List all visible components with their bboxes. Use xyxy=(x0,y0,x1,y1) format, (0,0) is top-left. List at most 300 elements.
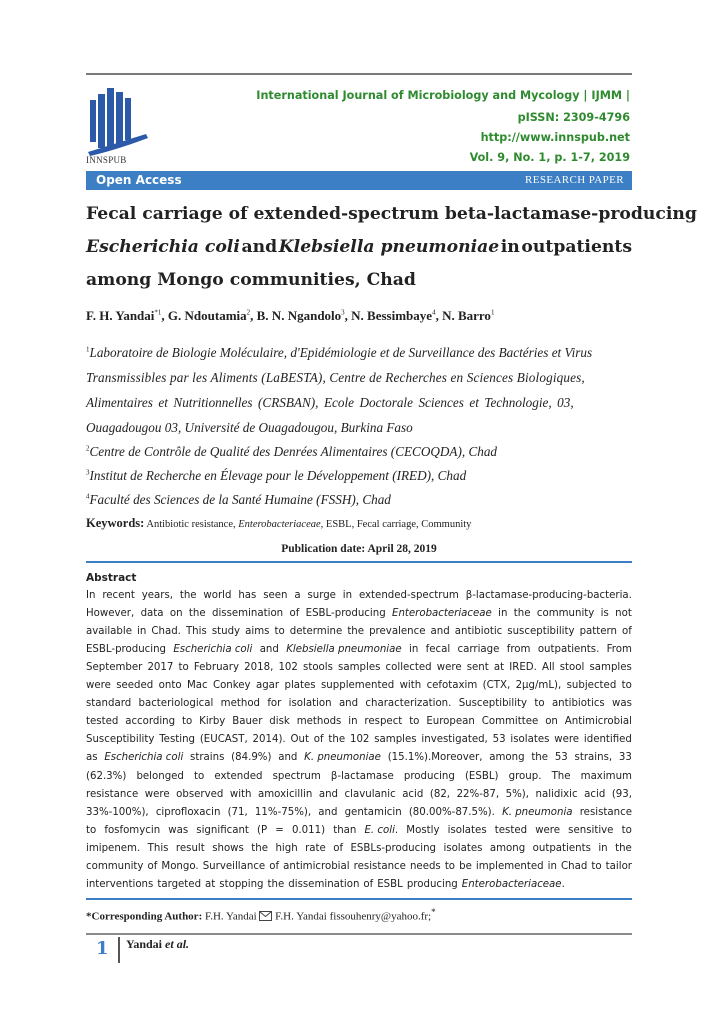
journal-name: International Journal of Microbiology and Mycology | IJMM | xyxy=(256,89,630,102)
abstract-word: clavulanic xyxy=(344,788,396,800)
abstract-word: targeted xyxy=(157,878,202,890)
abstract-word: at xyxy=(493,662,505,674)
abstract-word: disk xyxy=(269,716,290,728)
abstract-word: nalidixic xyxy=(535,788,578,800)
abstract-word: Committee xyxy=(481,716,539,728)
abstract-word: among xyxy=(489,752,525,764)
abstract-heading: Abstract xyxy=(86,572,137,584)
abstract-word: than xyxy=(333,824,357,836)
affiliation-1-line-3: Alimentaires et Nutritionnelles (CRSBAN), Ecole Doctorale Sciences et Technologie, 03, xyxy=(86,395,574,410)
abstract-word: prevalence xyxy=(369,626,426,638)
abstract-word: (80.00%-87.5%). xyxy=(408,806,495,818)
abstract-line xyxy=(86,698,632,709)
abstract-word: This xyxy=(147,842,169,854)
abstract-word: Bauer xyxy=(232,716,263,728)
abstract-word: community xyxy=(86,860,144,872)
abstract-word: All xyxy=(541,662,555,674)
abstract-word: European xyxy=(426,716,475,728)
abstract-word: characterization. xyxy=(365,698,452,710)
abstract-word: dissemination xyxy=(211,608,284,620)
affiliation-3 xyxy=(86,468,632,484)
abstract-word: In xyxy=(86,590,96,601)
abstract-word: Antimicrobial xyxy=(564,716,632,728)
abstract-word: the xyxy=(179,590,197,601)
abstract-word: Enterobacteriaceae. xyxy=(461,878,565,890)
affiliation-mark: 3 xyxy=(86,468,90,477)
envelope-icon xyxy=(259,911,272,921)
paper-type-label: RESEARCH PAPER xyxy=(524,174,624,186)
abstract-line xyxy=(86,879,632,890)
abstract-line xyxy=(86,752,632,763)
abstract-word: (82, xyxy=(429,788,451,800)
abstract-word: February xyxy=(193,662,240,674)
abstract-word: as xyxy=(86,752,98,764)
abstract-word: 0.011) xyxy=(291,824,326,836)
abstract-word: 102 xyxy=(349,734,370,746)
corresponding-name: F.H. Yandai xyxy=(204,910,257,923)
abstract-word: were xyxy=(144,788,170,800)
pissn: pISSN: 2309-4796 xyxy=(517,111,630,124)
abstract-word: (62.3%) xyxy=(86,770,127,782)
abstract-word: Escherichia coli xyxy=(104,752,184,764)
abstract-word: resistance xyxy=(353,860,406,872)
abstract-word: among xyxy=(489,842,526,854)
abstract-word: according xyxy=(125,716,176,728)
affiliation-text: Centre de Contrôle de Qualité des Denrées Alimentaires (CECOQDA), Chad xyxy=(89,444,498,459)
abstract-word: in xyxy=(342,590,353,601)
abstract-word: Escherichia coli xyxy=(173,644,253,656)
abstract-word: Chad xyxy=(561,860,588,872)
abstract-word: E. coli. xyxy=(364,824,399,836)
abstract-word: standard xyxy=(86,698,132,710)
abstract-word: were xyxy=(535,824,561,836)
abstract-word: in xyxy=(348,716,358,728)
abstract-word: belonged xyxy=(136,770,184,782)
abstract-word: However, xyxy=(86,608,135,620)
open-access-bar xyxy=(86,171,632,190)
abstract-word: community xyxy=(536,608,595,620)
abstract-line xyxy=(86,608,632,619)
abstract-word: gentamicin xyxy=(344,806,402,818)
abstract-word: 5%), xyxy=(505,788,529,800)
abstract-word: (P xyxy=(257,824,268,836)
abstract-word: sent xyxy=(466,662,489,674)
abstract-word: identified xyxy=(583,734,632,746)
abstract-word: available xyxy=(86,626,132,638)
abstract-word: surge xyxy=(307,590,336,601)
affiliation-mark: 4 xyxy=(86,492,90,501)
keywords-text: Antibiotic resistance, xyxy=(146,519,236,530)
abstract-line xyxy=(86,861,632,872)
abstract-word: and xyxy=(318,788,339,800)
footer-author-name: Yandai xyxy=(126,937,163,951)
abstract-word: fecal xyxy=(425,644,451,656)
abstract-word: interventions xyxy=(86,878,154,890)
abstract-word: 33 xyxy=(618,752,632,764)
abstract-word: the xyxy=(328,734,346,746)
abstract-word: K. pneumonia xyxy=(502,806,573,818)
abstract-word: in xyxy=(547,860,557,872)
abstract-word: 2µg/mL), xyxy=(515,680,562,692)
abstract-word: of xyxy=(269,860,280,872)
abstract-word: in xyxy=(498,608,508,620)
abstract-word: Kirby xyxy=(199,716,226,728)
abstract-word: Testing xyxy=(159,734,196,746)
footer-author xyxy=(126,937,189,952)
title-line-2 xyxy=(86,231,632,264)
abstract-word: were xyxy=(436,662,462,674)
abstract-word: observed xyxy=(176,788,224,800)
abstract-word: of xyxy=(622,626,632,638)
abstract-word: = xyxy=(275,824,284,836)
abstract-word: were xyxy=(554,734,580,746)
abstract-word: acid xyxy=(402,788,424,800)
footer-divider xyxy=(118,937,120,963)
abstract-word: result xyxy=(175,842,205,854)
abstract-word: to xyxy=(621,680,632,692)
abstract-word: β-lactamase xyxy=(330,770,394,782)
abstract-line xyxy=(86,644,632,655)
abstract-line xyxy=(86,662,632,673)
abstract-word: Out xyxy=(290,734,309,746)
abstract-word: ESBLs-producing xyxy=(350,842,436,854)
abstract-word: data xyxy=(140,608,164,620)
abstract-top-rule xyxy=(86,561,632,563)
abstract-word: ciprofloxacin xyxy=(155,806,221,818)
abstract-word: at xyxy=(205,878,216,890)
abstract-word: significant xyxy=(196,824,249,836)
abstract-word: From xyxy=(606,644,632,656)
abstract-word: the xyxy=(615,842,632,854)
abstract-word: in xyxy=(137,626,147,638)
abstract-word: onto xyxy=(158,680,182,692)
abstract-word: of xyxy=(289,608,300,620)
abstract-word: 53 xyxy=(492,734,506,746)
abstract-word: seen xyxy=(263,590,288,601)
affiliation-mark: 1 xyxy=(86,345,90,354)
abstract-line xyxy=(86,789,632,800)
author-affiliation-mark: 3 xyxy=(341,308,345,317)
footer-rule xyxy=(86,933,632,935)
abstract-line xyxy=(86,843,632,854)
abstract-word: years, xyxy=(141,590,173,601)
abstract-line xyxy=(86,771,632,782)
author-affiliation-mark: 4 xyxy=(432,308,436,317)
abstract-word: samples xyxy=(589,662,632,674)
abstract-word: cefotaxim xyxy=(426,680,478,692)
abstract-word: producing xyxy=(406,878,458,890)
abstract-word: Mongo. xyxy=(161,860,199,872)
abstract-word: strains, xyxy=(574,752,613,764)
abstract-word: 22%-87, xyxy=(456,788,500,800)
abstract-word: sensitive xyxy=(568,824,614,836)
abstract-word: and xyxy=(430,626,450,638)
title-line-1: Fecal carriage of extended-spectrum beta-lactamase-producing xyxy=(86,204,697,224)
abstract-word: of xyxy=(147,860,158,872)
abstract-word: isolates xyxy=(447,824,487,836)
author-name: N. Bessimbaye xyxy=(351,308,433,323)
abstract-word: in xyxy=(598,842,608,854)
abstract-word: plates xyxy=(284,680,316,692)
abstract-word: antibiotic xyxy=(454,626,503,638)
abstract-word: antibiotics xyxy=(551,698,605,710)
abstract-word: rate xyxy=(305,842,326,854)
abstract-word: maximum xyxy=(580,770,632,782)
abstract-word: collected xyxy=(385,662,432,674)
abstract-word: the xyxy=(267,878,285,890)
author-name: B. N. Ngandolo xyxy=(256,308,342,323)
title-end: outpatients xyxy=(521,237,632,257)
abstract-word: to xyxy=(534,698,545,710)
abstract-word: This xyxy=(185,626,207,638)
abstract-line xyxy=(86,807,632,818)
title-species-2: Klebsiella pneumoniae xyxy=(278,237,500,257)
abstract-word: a xyxy=(294,590,301,601)
abstract-word: investigated, xyxy=(421,734,488,746)
keywords-text: , ESBL, Fecal carriage, Community xyxy=(320,519,472,530)
abstract-word: and xyxy=(318,806,338,818)
abstract-word: group. xyxy=(508,770,542,782)
abstract-line xyxy=(86,716,632,727)
corresponding-mark: * xyxy=(431,907,436,917)
abstract-word: (CTX, xyxy=(482,680,511,692)
abstract-word: resistance xyxy=(579,806,632,818)
abstract-word: with xyxy=(399,680,422,692)
abstract-word: on xyxy=(545,716,558,728)
abstract-word: recent xyxy=(102,590,135,601)
abstract-word: determine xyxy=(289,626,343,638)
author-affiliation-mark: *1 xyxy=(154,308,162,317)
abstract-word: strains xyxy=(190,752,225,764)
abstract-word: not xyxy=(615,608,632,620)
author-name: G. Ndoutamia xyxy=(167,308,247,323)
abstract-word: to xyxy=(444,860,456,872)
corresponding-author xyxy=(86,907,436,923)
abstract-word: pattern xyxy=(579,626,617,638)
logo-text: INNSPUB xyxy=(86,155,127,165)
abstract-word: for xyxy=(267,698,282,710)
abstract-word: β-lactamase-producing-bacteria. xyxy=(465,590,632,601)
keywords-italic: Enterobacteriaceae xyxy=(238,519,321,530)
abstract-word: 2014). xyxy=(252,734,286,746)
abstract-word: method xyxy=(220,698,261,710)
abstract-word: extended xyxy=(214,770,263,782)
abstract-bottom-rule xyxy=(86,898,632,900)
abstract-word: with xyxy=(229,788,252,800)
abstract-word: in xyxy=(408,644,419,656)
abstract-word: the xyxy=(531,752,549,764)
journal-url[interactable]: http://www.innspub.net xyxy=(480,131,630,144)
abstract-word: carriage xyxy=(457,644,500,656)
abstract-word: outpatients. xyxy=(537,644,600,656)
abstract-word: 2018, xyxy=(244,662,274,674)
abstract-line xyxy=(86,626,632,637)
abstract-word: stools xyxy=(303,662,333,674)
corresponding-label: *Corresponding Author: xyxy=(86,910,203,923)
abstract-word: stopping xyxy=(219,878,264,890)
abstract-word: to xyxy=(182,716,193,728)
abstract-word: ESBL xyxy=(377,878,403,890)
abstract-word: to xyxy=(178,662,189,674)
abstract-word: to xyxy=(86,824,97,836)
abstract-word: (84.9%) xyxy=(231,752,272,764)
abstract-word: Surveillance xyxy=(202,860,266,872)
footer-etal: et al. xyxy=(165,937,190,951)
abstract-word: dissemination xyxy=(288,878,360,890)
abstract-line xyxy=(86,680,632,691)
abstract-word: (71, xyxy=(227,806,248,818)
title-in: in xyxy=(500,237,520,257)
abstract-word: seeded xyxy=(116,680,154,692)
abstract-word: and xyxy=(338,698,359,710)
abstract-word: to xyxy=(194,770,205,782)
abstract-word: high xyxy=(275,842,298,854)
abstract-word: stool xyxy=(559,662,585,674)
abstract-word: to xyxy=(621,824,632,836)
title-species-1: Escherichia coli xyxy=(86,237,240,257)
abstract-word: supplemented xyxy=(321,680,395,692)
abstract-word: subjected xyxy=(566,680,617,692)
abstract-word: outpatients xyxy=(532,842,591,854)
abstract-word: has xyxy=(238,590,257,601)
abstract-word: IRED. xyxy=(509,662,537,674)
abstract-word: the xyxy=(513,608,531,620)
abstract-word: ESBL-producing xyxy=(86,644,167,656)
abstract-word: isolates xyxy=(510,734,550,746)
affiliation-text: Laboratoire de Biologie Moléculaire, d'Epidémiologie et de Surveillance des Bactéries et Virus xyxy=(89,345,593,360)
paper-title xyxy=(86,198,697,297)
abstract-word: the xyxy=(347,626,365,638)
keywords xyxy=(86,516,471,531)
abstract-word: (EUCAST, xyxy=(199,734,248,746)
title-and: and xyxy=(241,237,278,257)
abstract-word: to xyxy=(409,716,420,728)
abstract-word: tested xyxy=(494,824,528,836)
abstract-word: of xyxy=(333,842,344,854)
open-access-label: Open Access xyxy=(96,173,182,187)
affiliation-2 xyxy=(86,444,632,460)
abstract-word: extended-spectrum xyxy=(358,590,459,601)
abstract-word: samples xyxy=(338,662,381,674)
abstract-word: respect xyxy=(364,716,403,728)
abstract-word: amoxicillin xyxy=(258,788,313,800)
abstract-word: methods xyxy=(296,716,342,728)
abstract-word: isolation xyxy=(288,698,332,710)
abstract-word: and xyxy=(278,752,298,764)
abstract-word: (15.1%).Moreover, xyxy=(387,752,483,764)
abstract-word: from xyxy=(506,644,531,656)
top-rule xyxy=(86,73,632,75)
abstract-word: K. pneumoniae xyxy=(304,752,381,764)
corresponding-email[interactable]: F.H. Yandai fissouhenry@yahoo.fr; xyxy=(275,910,432,923)
abstract-word: antimicrobial xyxy=(283,860,350,872)
abstract-word: was xyxy=(168,824,189,836)
keywords-label: Keywords: xyxy=(86,516,145,530)
affiliation-4 xyxy=(86,492,632,508)
abstract-word: producing xyxy=(403,770,455,782)
abstract-word: resistance xyxy=(86,788,139,800)
abstract-word: Susceptibility xyxy=(86,734,155,746)
abstract-word: shows xyxy=(212,842,244,854)
abstract-word: ESBL-producing xyxy=(305,608,386,620)
abstract-word: samples xyxy=(374,734,417,746)
abstract-word: of xyxy=(313,734,324,746)
abstract-word: on xyxy=(169,608,183,620)
affiliation-1-line-1 xyxy=(86,345,632,361)
affiliation-1-line-2: Transmissibles par les Aliments (LaBESTA), Centre de Recherches en Sciences Biologiques, xyxy=(86,370,585,385)
abstract-word: was xyxy=(612,698,632,710)
affiliation-1-line-4: Ouagadougou 03, Université de Ouagadougou, Burkina Faso xyxy=(86,420,413,435)
abstract-line xyxy=(86,734,632,745)
abstract-word: of xyxy=(363,878,374,890)
abstract-word: study xyxy=(211,626,241,638)
abstract-line xyxy=(86,825,632,836)
abstract-word: the xyxy=(188,608,206,620)
abstract-word: The xyxy=(551,770,571,782)
publication-date: Publication date: April 28, 2019 xyxy=(281,543,437,555)
abstract-word: Conkey xyxy=(212,680,251,692)
abstract-word: 2017 xyxy=(147,662,174,674)
abstract-word: be xyxy=(459,860,472,872)
author-name: N. Barro xyxy=(442,308,491,323)
author-list: F. H. Yandai$^{*1}$, G. Ndoutamia$^2$, B. N. Ngandolo$^3$, N. Bessimbaye$^4$, N. Barro$^1$ xyxy=(86,308,495,323)
abstract-word: to xyxy=(274,626,285,638)
abstract-word: (ESBL) xyxy=(464,770,499,782)
abstract-word: tested xyxy=(86,716,119,728)
abstract-word: aims xyxy=(245,626,270,638)
abstract-word: Susceptibility xyxy=(458,698,528,710)
abstract-word: Mac xyxy=(186,680,208,692)
abstract-word: Chad. xyxy=(151,626,181,638)
abstract-word: 53 xyxy=(554,752,568,764)
abstract-word: 11%-75%), xyxy=(254,806,312,818)
abstract-word: imipenem. xyxy=(86,842,141,854)
abstract-word: were xyxy=(86,680,111,692)
title-line-3: among Mongo communities, Chad xyxy=(86,270,416,290)
abstract-word: tailor xyxy=(605,860,632,872)
abstract-word: 102 xyxy=(278,662,298,674)
abstract-word: bacteriological xyxy=(138,698,214,710)
abstract-word: fosfomycin xyxy=(104,824,161,836)
abstract-word: Mostly xyxy=(406,824,440,836)
abstract-word: the xyxy=(251,842,268,854)
abstract-word: Klebsiella pneumoniae xyxy=(286,644,402,656)
abstract-word: isolates xyxy=(443,842,483,854)
volume-info: Vol. 9, No. 1, p. 1-7, 2019 xyxy=(469,151,630,164)
abstract-word: spectrum xyxy=(272,770,321,782)
abstract-word: to xyxy=(591,860,602,872)
abstract-word: world xyxy=(203,590,232,601)
abstract-word: acid xyxy=(584,788,606,800)
affiliation-text: Faculté des Sciences de la Santé Humaine (FSSH), Chad xyxy=(89,492,391,507)
author-affiliation-mark: 1 xyxy=(490,308,495,317)
abstract-word: (93, xyxy=(611,788,632,800)
abstract-word: susceptibility xyxy=(507,626,575,638)
abstract-word: needs xyxy=(409,860,441,872)
abstract-word: agar xyxy=(255,680,280,692)
author-name: F. H. Yandai xyxy=(86,308,155,323)
abstract-word: implemented xyxy=(475,860,544,872)
abstract-word: September xyxy=(86,662,143,674)
page-number: 1 xyxy=(96,938,109,959)
abstract-word: and xyxy=(259,644,279,656)
affiliation-text: Institut de Recherche en Élevage pour le Développement (IRED), Chad xyxy=(89,468,467,483)
abstract-line xyxy=(86,590,632,601)
affiliation-mark: 2 xyxy=(86,444,90,453)
abstract-word: Enterobacteriaceae xyxy=(392,608,492,620)
abstract-word: 33%-100%), xyxy=(86,806,149,818)
author-affiliation-mark: 2 xyxy=(246,308,251,317)
